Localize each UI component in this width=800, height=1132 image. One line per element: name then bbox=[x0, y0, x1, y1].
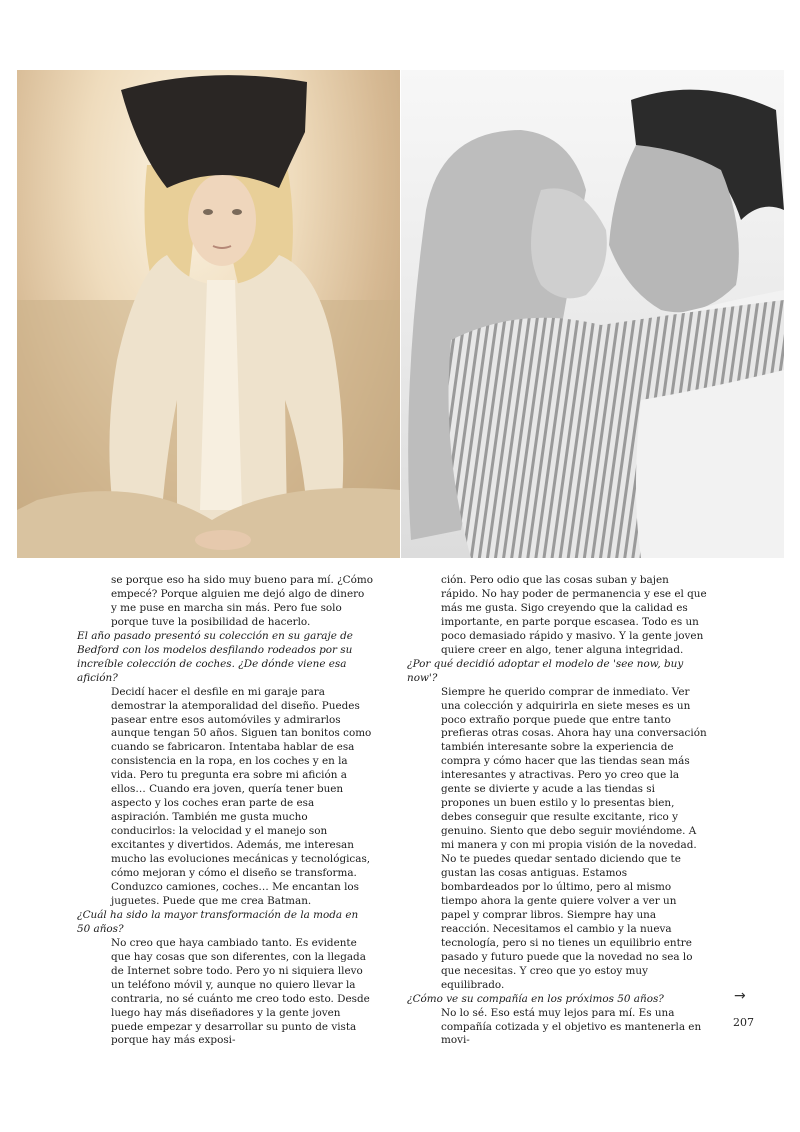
page-number: 207 bbox=[733, 1016, 754, 1029]
answer-paragraph: No creo que haya cambiado tanto. Es evidente que hay cosas que son diferentes, con la llegada de Internet sobre todo. Pero yo ni siquiera llevo un teléfono móvil y, aunque no quiero llevar la contraria, no sé cuánto me creo todo esto. Desde luego hay más diseñadores y la gente joven puede empezar y desarrollar su punto de vista porque hay más exposi- bbox=[111, 936, 370, 1047]
answer-paragraph: Siempre he querido comprar de inmediato. Ver una colección y adquirirla en siete meses es un poco extraño porque puede que entre tanto prefieras otras cosas. Ahora hay una conversación también interesante sobre la experiencia de compra y cómo hacer que las tiendas sean más interesantes y atractivas. Pero yo creo que la gente se divierte y acude a las tiendas si propones un buen estilo y lo presentas bien, debes conseguir que resulte excitante, rico y genuino. Siento que debo seguir moviéndome. A mi manera y con mi propia visión de la novedad. No te puedes quedar sentado diciendo que te gustan las cosas antiguas. Estamos bombardeados por lo último, pero al mismo tiempo ahora la gente quiere volver a ver un papel y comprar libros. Siempre hay una reacción. Necesitamos el cambio y la nueva tecnología, pero si no tienes un equilibrio entre pasado y futuro puede que la novedad no sea lo que necesitas. Y creo que yo estoy muy equilibrado. bbox=[441, 685, 707, 991]
photo-woman-in-hat bbox=[17, 70, 400, 558]
interview-question: ¿Cuál ha sido la mayor transformación de la moda en 50 años? bbox=[77, 908, 359, 935]
interview-question: ¿Cómo ve su compañía en los próximos 50 años? bbox=[407, 992, 664, 1005]
interview-question: ¿Por qué decidió adoptar el modelo de 'see now, buy now'? bbox=[407, 657, 684, 684]
article-column-left bbox=[77, 574, 373, 1048]
answer-paragraph: ción. Pero odio que las cosas suban y bajen rápido. No hay poder de permanencia y ese el que más me gusta. Sigo creyendo que la calidad es importante, en parte porque escasea. Todo es un poco demasiado rápido y masivo. Y la gente joven quiere creer en algo, tener alguna integridad. bbox=[441, 574, 707, 656]
answer-paragraph: Decidí hacer el desfile en mi garaje para demostrar la atemporalidad del diseño. Puedes pasear entre esos automóviles y admirarlos aunque tengan 50 años. Siguen tan bonitos como cuando se fabricaron. Intentaba hablar de esa consistencia en la ropa, en los coches y en la vida. Pero tu pregunta era sobre mi afición a ellos… Cuando era joven, quería tener buen aspecto y los coches eran parte de esa aspiración. También me gusta mucho conducirlos: la velocidad y el manejo son excitantes y divertidos. Además, me interesan mucho las evoluciones mecánicas y tecnológicas, cómo mejoran y cómo el diseño se transforma. Conduzco camiones, coches… Me encantan los juguetes. Puede que me crea Batman. bbox=[111, 685, 372, 907]
continue-arrow-icon: → bbox=[734, 988, 746, 1004]
answer-paragraph: No lo sé. Eso está muy lejos para mí. Es una compañía cotizada y el objetivo es mantenerla en movi- bbox=[441, 1006, 702, 1047]
answer-paragraph: se porque eso ha sido muy bueno para mí. ¿Cómo empecé? Porque alguien me dejó algo de dinero y me puse en marcha sin más. Pero fue solo porque tuve la posibilidad de hacerlo. bbox=[111, 574, 373, 628]
photo-couple-embrace bbox=[401, 70, 784, 558]
interview-question: El año pasado presentó su colección en su garaje de Bedford con los modelos desfilando rodeados por su increíble colección de coches. ¿De dónde viene esa afición? bbox=[77, 629, 353, 684]
article-column-right bbox=[407, 574, 707, 1048]
